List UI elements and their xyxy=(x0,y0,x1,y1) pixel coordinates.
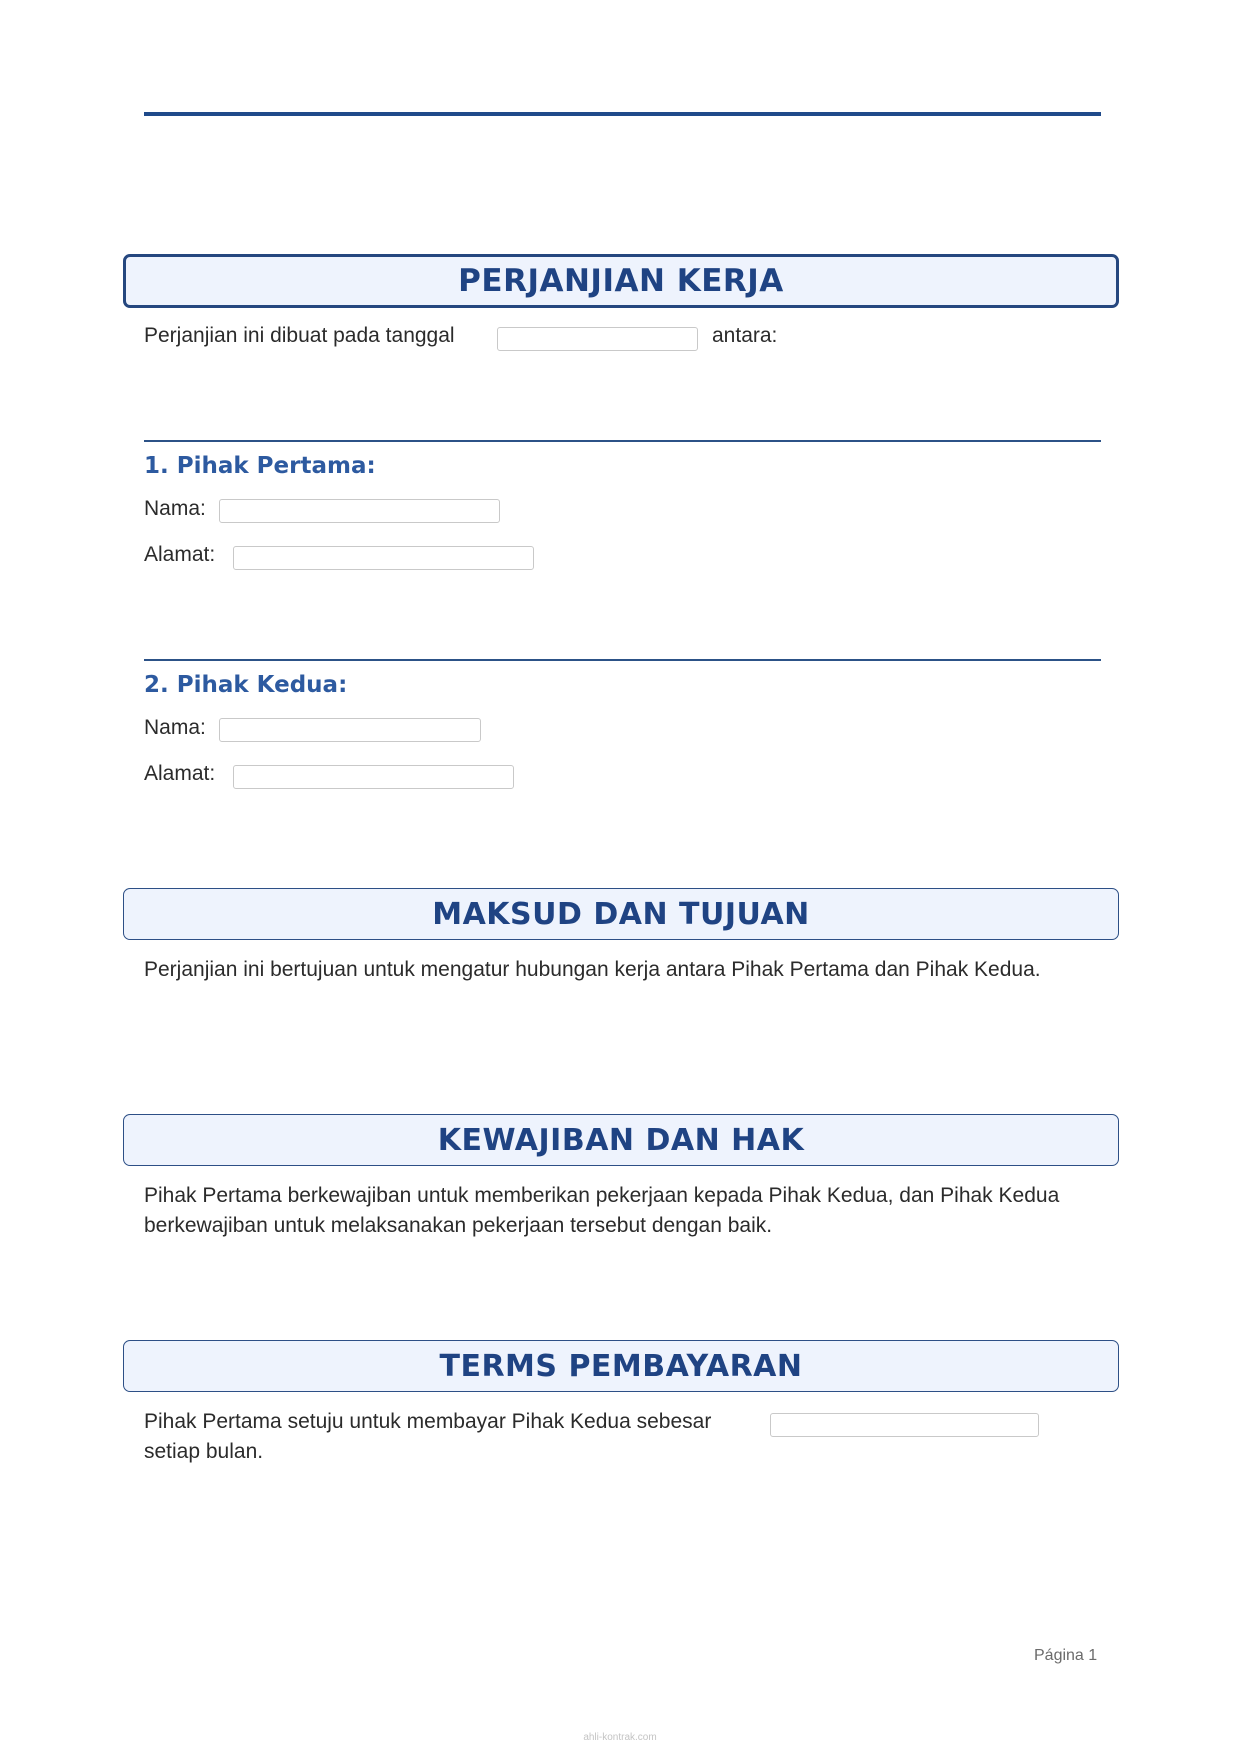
section-title-purpose: MAKSUD DAN TUJUAN xyxy=(123,888,1119,940)
party-two-address-label: Alamat: xyxy=(144,762,216,785)
party-one-name-input[interactable] xyxy=(219,499,500,523)
party-two-heading: 2. Pihak Kedua: xyxy=(144,672,348,698)
section-title-payment: TERMS PEMBAYARAN xyxy=(123,1340,1119,1392)
party-one-address-input[interactable] xyxy=(233,546,534,570)
party-two-name-input[interactable] xyxy=(219,718,481,742)
intro-text-after: antara: xyxy=(712,324,778,347)
payment-text-after: setiap bulan. xyxy=(144,1440,264,1463)
top-divider xyxy=(144,112,1101,116)
section-divider xyxy=(144,659,1101,661)
section-title-obligations: KEWAJIBAN DAN HAK xyxy=(123,1114,1119,1166)
party-one-heading: 1. Pihak Pertama: xyxy=(144,453,376,479)
watermark: ahli-kontrak.com xyxy=(583,1732,657,1743)
date-input[interactable] xyxy=(497,327,698,351)
document-title: PERJANJIAN KERJA xyxy=(123,254,1119,308)
payment-text-before: Pihak Pertama setuju untuk membayar Pihak Kedua sebesar xyxy=(144,1410,712,1433)
purpose-body: Perjanjian ini bertujuan untuk mengatur hubungan kerja antara Pihak Pertama dan Pihak Kedua. xyxy=(144,958,1041,981)
page-number: Página 1 xyxy=(1034,1647,1098,1664)
party-one-name-label: Nama: xyxy=(144,497,206,520)
party-two-address-input[interactable] xyxy=(233,765,514,789)
party-two-name-label: Nama: xyxy=(144,716,206,739)
obligations-body: Pihak Pertama berkewajiban untuk memberikan pekerjaan kepada Pihak Kedua, dan Pihak Kedua berkewajiban untuk melaksanakan pekerjaan tersebut dengan baik. xyxy=(144,1184,1060,1237)
payment-amount-input[interactable] xyxy=(770,1413,1039,1437)
party-one-address-label: Alamat: xyxy=(144,543,216,566)
section-divider xyxy=(144,440,1101,442)
intro-text-before: Perjanjian ini dibuat pada tanggal xyxy=(144,324,455,347)
